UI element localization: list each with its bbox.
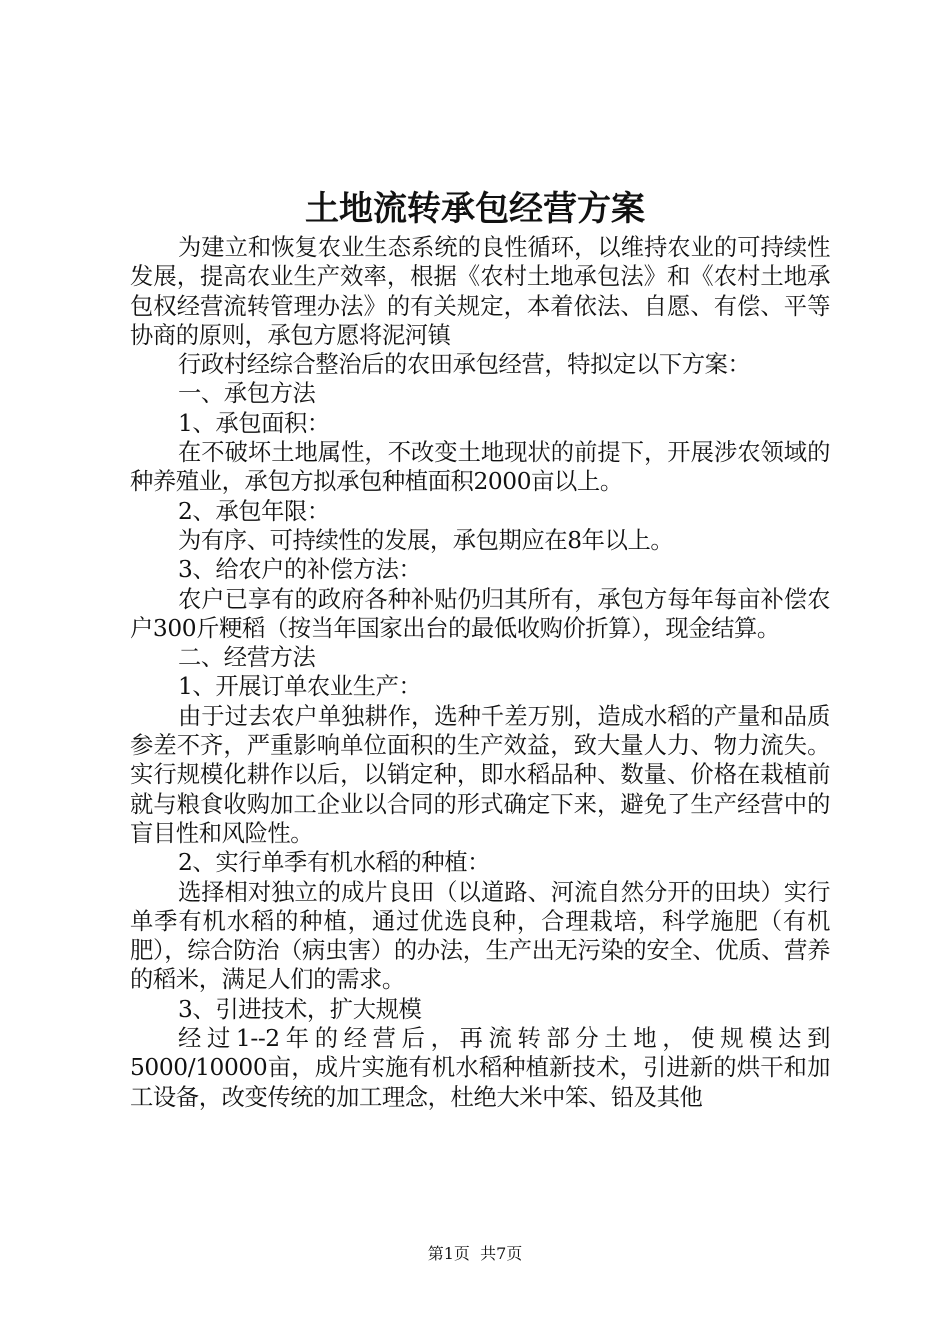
paragraph: 经过1--2年的经营后，再流转部分土地，使规模达到5000/10000亩，成片实施有机水稻种植新技术，引进新的烘干和加工设备，改变传统的加工理念，杜绝大米中笨、铅及其他 [130,1025,830,1111]
page-number: 第1页 共7页 [427,1244,523,1263]
section-heading: 二、经营方法 [178,644,316,672]
subsection-heading: 3、引进技术，扩大规模 [178,995,422,1023]
document-title: 土地流转承包经营方案 [305,189,645,229]
paragraph: 选择相对独立的成片良田（以道路、河流自然分开的田块）实行单季有机水稻的种植，通过优选良种，合理栽培，科学施肥（有机肥），综合防治（病虫害）的办法，生产出无污染的安全、优质、营养的稻米，满足人们的需求。 [130,878,830,994]
section-heading: 一、承包方法 [178,380,316,408]
subsection-heading: 2、实行单季有机水稻的种植： [178,849,491,877]
paragraph: 为有序、可持续性的发展，承包期应在8年以上。 [178,526,674,554]
document-body [130,233,830,1112]
paragraph: 由于过去农户单独耕作，选种千差万别，造成水稻的产量和品质参差不齐，严重影响单位面积的生产效益，致大量人力、物力流失。实行规模化耕作以后，以销定种，即水稻品种、数量、价格在栽植前就与粮食收购加工企业以合同的形式确定下来，避免了生产经营中的盲目性和风险性。 [130,702,830,847]
page-footer [0,1243,950,1265]
subsection-heading: 3、给农户的补偿方法： [178,556,422,584]
paragraph: 在不破坏土地属性，不改变土地现状的前提下，开展涉农领域的种养殖业，承包方拟承包种植面积2000亩以上。 [130,439,830,496]
paragraph: 为建立和恢复农业生态系统的良性循环，以维持农业的可持续性发展，提高农业生产效率，根据《农村土地承包法》和《农村土地承包权经营流转管理办法》的有关规定，本着依法、自愿、有偿、平等协商的原则，承包方愿将泥河镇 [130,234,830,349]
subsection-heading: 1、开展订单农业生产： [178,673,422,701]
paragraph: 行政村经综合整治后的农田承包经营，特拟定以下方案： [178,351,751,379]
subsection-heading: 1、承包面积： [178,409,330,437]
subsection-heading: 2、承包年限： [178,497,330,525]
paragraph: 农户已享有的政府各种补贴仍归其所有，承包方每年每亩补偿农户300斤粳稻（按当年国家出台的最低收购价折算），现金结算。 [130,585,830,642]
